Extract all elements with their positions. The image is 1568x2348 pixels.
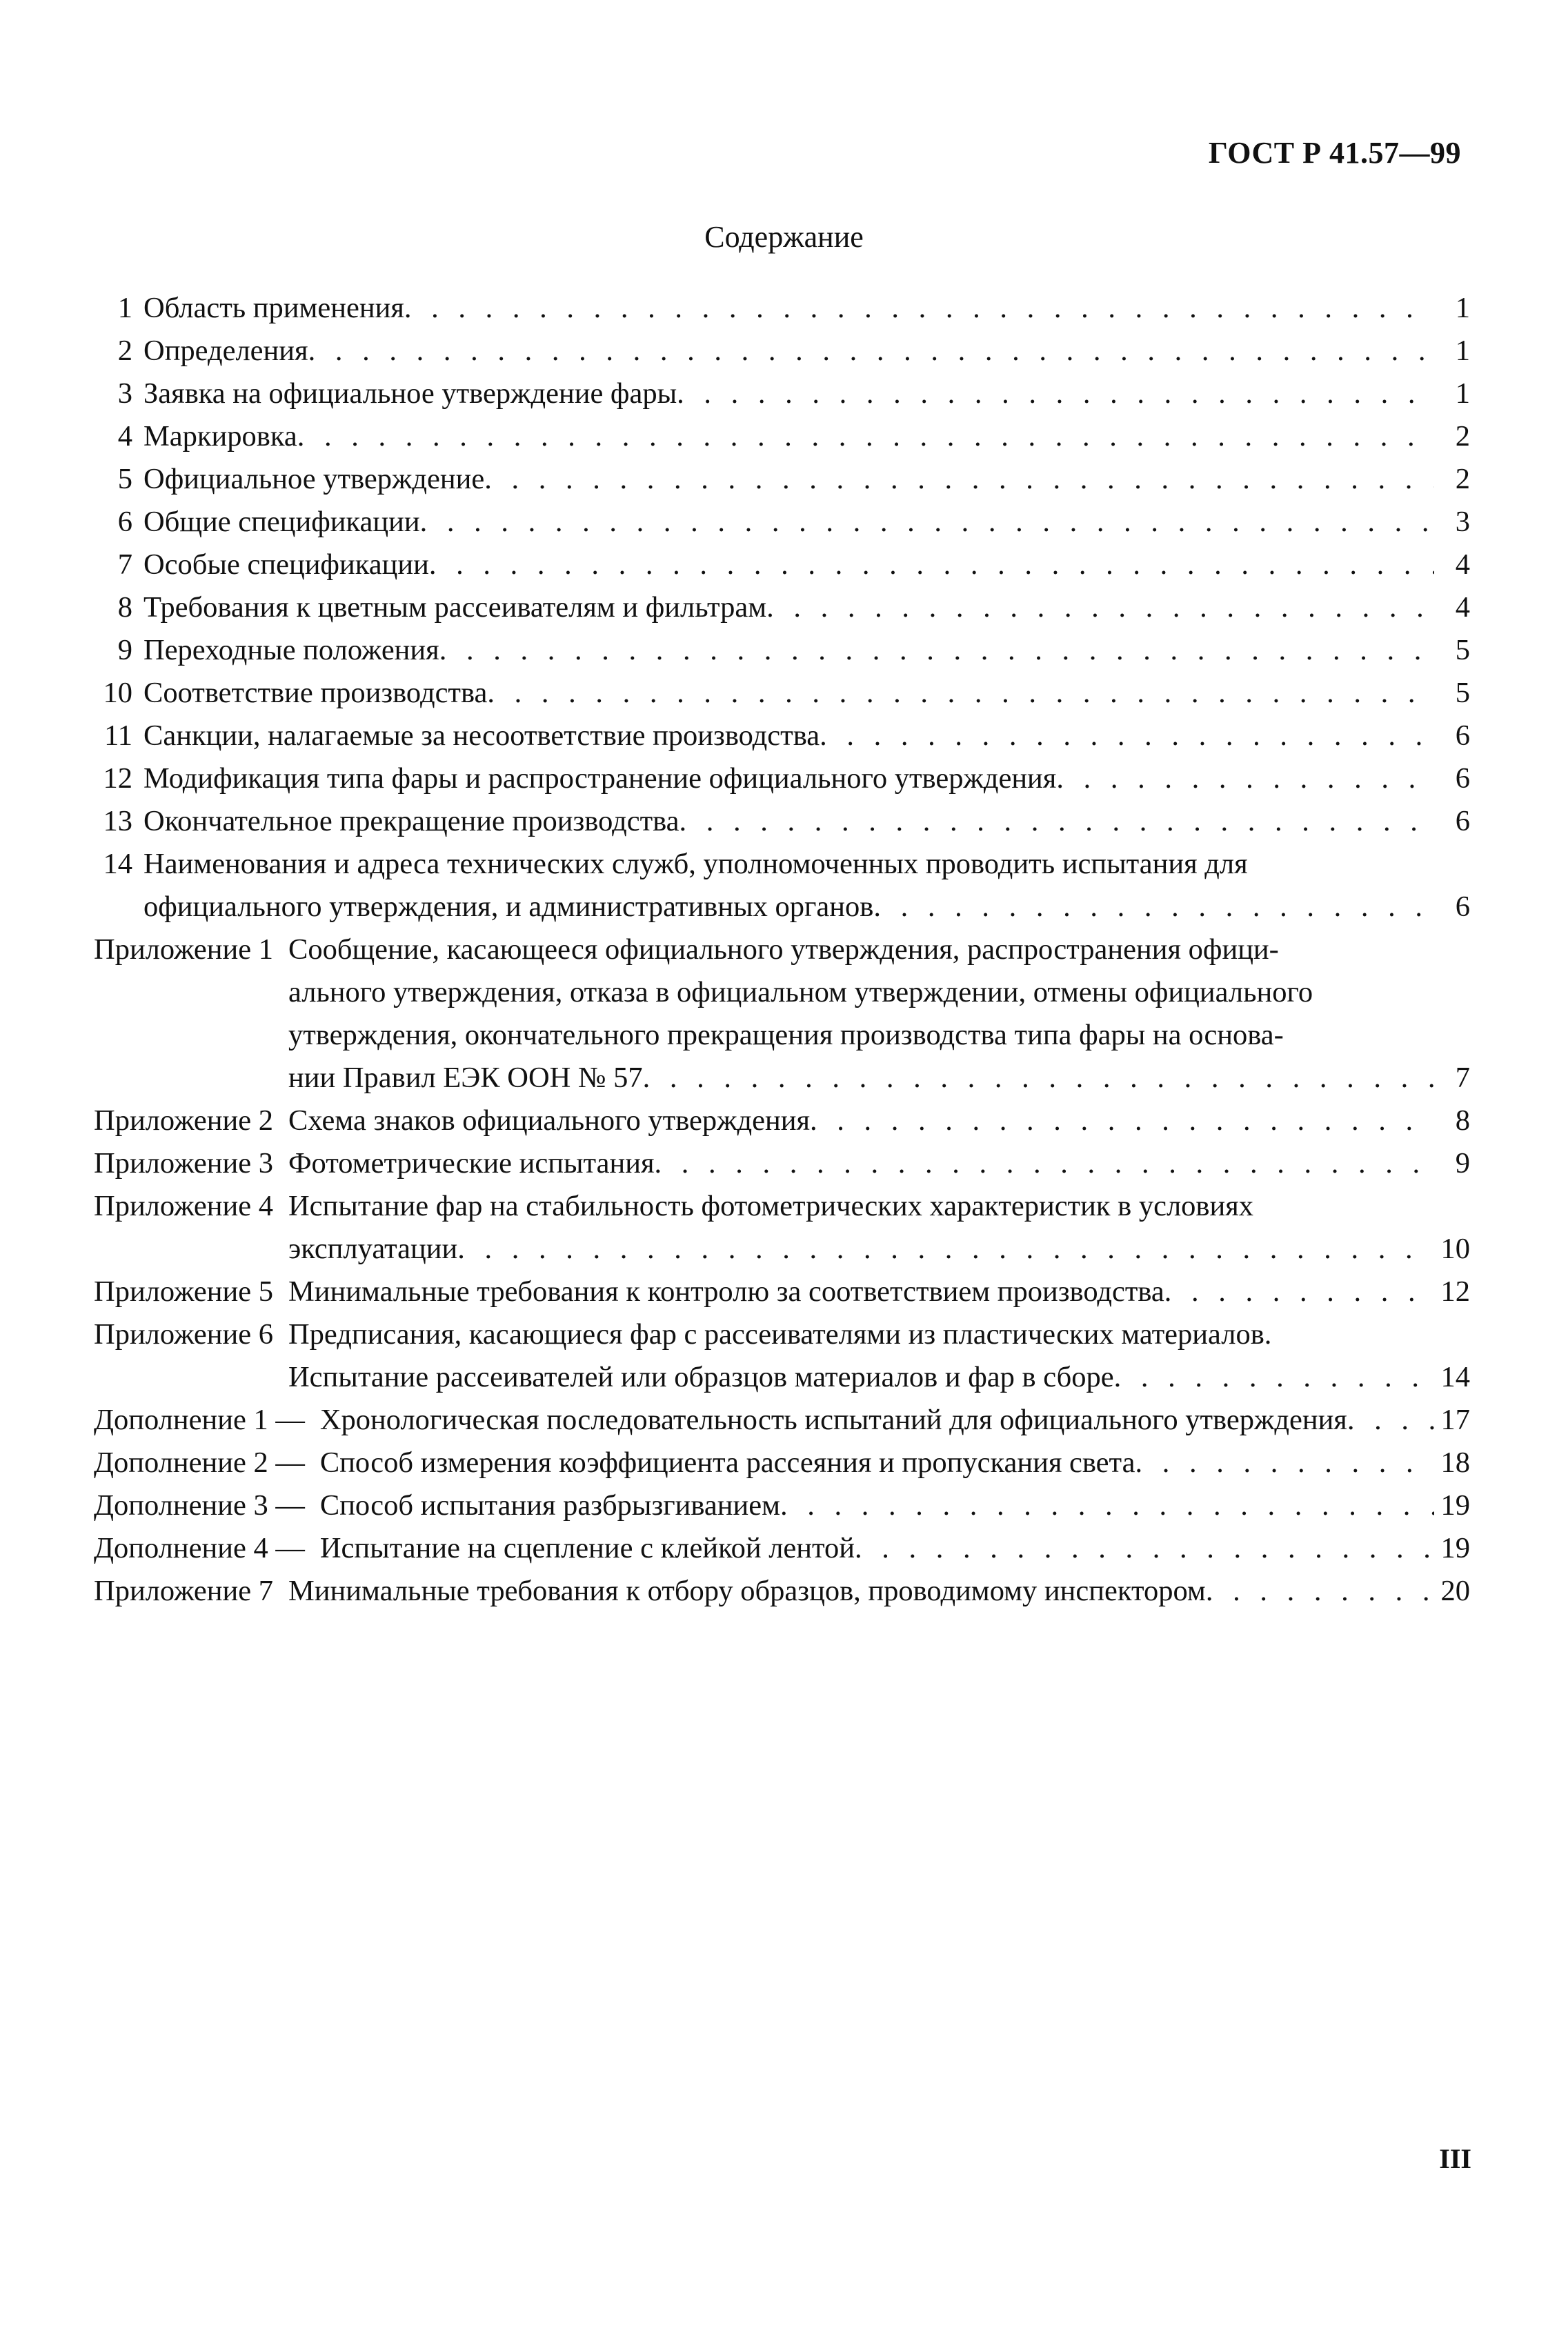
toc-entry-body [143,372,1470,415]
toc-annex-label: Приложение 5 [94,1275,273,1308]
document-code: ГОСТ Р 41.57—99 [1208,136,1461,170]
toc-dot-leader [1347,1399,1434,1442]
toc-entry-line [143,843,1470,886]
toc-entry-line [320,1527,1470,1570]
toc-page-number: 6 [1455,719,1470,752]
toc-annex-row[interactable] [94,1100,1470,1142]
toc-page-number: 4 [1455,548,1470,581]
toc-annex-row[interactable] [94,1570,1470,1613]
toc-page-number: 8 [1455,1104,1470,1137]
toc-entry-title: ального утверждения, отказа в официальном утверждении, отмены официального [288,976,1313,1008]
toc-entry-line [143,757,1470,800]
toc-dot-leader [308,330,1434,372]
toc-entry-title: Общие спецификации [143,506,420,538]
toc-annex-label: Приложение 7 [94,1575,273,1607]
toc-page-number: 3 [1455,506,1470,538]
toc-entry-title: Предписания, касающиеся фар с рассеивателями из пластических материалов. [288,1318,1272,1351]
toc-annex-row[interactable] [94,1142,1470,1185]
toc-page-number: 5 [1455,677,1470,709]
toc-section-row[interactable] [94,843,1470,928]
toc-page-number: 2 [1455,420,1470,452]
toc-annex-label: Дополнение 4 — [94,1532,305,1564]
toc-section-number: 8 [117,591,132,624]
toc-section-row[interactable] [94,586,1470,629]
toc-page-number: 19 [1440,1489,1470,1522]
toc-entry-line [143,330,1470,372]
toc-section-number: 7 [117,548,132,581]
toc-entry-title: Наименования и адреса технических служб, уполномоченных проводить испытания для [143,848,1248,880]
page-number: III [1439,2143,1471,2174]
toc-entry-title: Требования к цветным рассеивателям и фильтрам [143,591,767,624]
toc-entry-body [288,1570,1470,1613]
toc-section-row[interactable] [94,287,1470,330]
toc-page-number: 1 [1455,377,1470,410]
toc-entry-line [288,1313,1470,1356]
toc-entry-line [143,800,1470,843]
toc-entry-body [143,586,1470,629]
toc-entry-title: Минимальные требования к отбору образцов, проводимому инспектором [288,1575,1206,1607]
toc-entry-line [288,1228,1470,1271]
toc-entry-line [143,501,1470,544]
toc-entry-line [143,544,1470,586]
toc-section-number: 5 [117,463,132,495]
toc-entry-body [143,629,1470,672]
toc-section-row[interactable] [94,672,1470,715]
toc-page-number: 20 [1440,1575,1470,1607]
toc-annex-row[interactable] [94,1442,1470,1484]
toc-entry-line [143,415,1470,458]
toc-entry-title: Окончательное прекращение производства [143,805,679,837]
toc-page-number: 10 [1440,1233,1470,1265]
toc-section-number: 6 [117,506,132,538]
toc-dot-leader [404,287,1434,330]
toc-annex-label: Приложение 3 [94,1147,273,1180]
table-of-contents [94,287,1470,1613]
toc-section-number: 11 [104,719,132,752]
toc-section-row[interactable] [94,501,1470,544]
toc-page-number: 19 [1440,1532,1470,1564]
toc-section-number: 2 [117,335,132,367]
toc-entry-body [288,1142,1470,1185]
toc-entry-body [143,800,1470,843]
toc-page-number: 7 [1455,1062,1470,1094]
toc-entry-title: Официальное утверждение [143,463,485,495]
toc-page-number: 5 [1455,634,1470,666]
toc-annex-row[interactable] [94,1185,1470,1271]
toc-section-number: 9 [117,634,132,666]
toc-dot-leader [487,672,1434,715]
toc-entry-title: Определения [143,335,308,367]
toc-dot-leader [766,586,1434,629]
toc-entry-body [288,928,1470,1100]
toc-dot-leader [439,629,1434,672]
toc-entry-body [288,1100,1470,1142]
toc-section-row[interactable] [94,800,1470,843]
toc-annex-row[interactable] [94,1484,1470,1527]
toc-entry-title: Сообщение, касающееся официального утверждения, распространения офици- [288,933,1279,966]
toc-page-number: 2 [1455,463,1470,495]
toc-entry-title: Схема знаков официального утверждения [288,1104,811,1137]
toc-entry-line [143,886,1470,928]
toc-entry-line [288,928,1470,971]
toc-page-number: 6 [1455,762,1470,795]
toc-page-number: 12 [1440,1275,1470,1308]
toc-section-row[interactable] [94,629,1470,672]
toc-entry-title: нии Правил ЕЭК ООН № 57 [288,1062,643,1094]
toc-entry-line [288,1142,1470,1185]
toc-entry-title: Особые спецификации [143,548,429,581]
toc-entry-body [288,1313,1470,1399]
toc-section-number: 14 [103,848,132,880]
toc-annex-label: Приложение 1 [94,933,273,966]
toc-entry-line [143,372,1470,415]
toc-entry-title: Хронологическая последовательность испытаний для официального утверждения [319,1404,1347,1436]
toc-entry-body [143,330,1470,372]
toc-entry-line [288,1271,1470,1313]
toc-entry-body [320,1442,1470,1484]
toc-section-row[interactable] [94,544,1470,586]
toc-entry-body [320,1484,1470,1527]
toc-section-number: 1 [117,292,132,324]
toc-entry-body [143,757,1470,800]
toc-page-number: 17 [1440,1404,1470,1436]
toc-page-number: 18 [1440,1446,1470,1479]
toc-page-number: 4 [1455,591,1470,624]
toc-entry-title: Модификация типа фары и распространение официального утверждения [143,762,1057,795]
toc-annex-row[interactable] [94,1271,1470,1313]
toc-section-number: 10 [103,677,132,709]
toc-dot-leader [855,1527,1434,1570]
toc-entry-title: Испытание фар на стабильность фотометрических характеристик в условиях [288,1190,1254,1222]
toc-entry-body [143,715,1470,757]
toc-entry-title: Соответствие производства [143,677,488,709]
toc-entry-line [143,672,1470,715]
toc-annex-row[interactable] [94,1313,1470,1399]
toc-entry-line [143,586,1470,629]
toc-entry-title: Фотометрические испытания [288,1147,655,1180]
toc-section-row[interactable] [94,757,1470,800]
toc-annex-label: Дополнение 2 — [94,1446,305,1479]
toc-entry-body [143,672,1470,715]
toc-annex-row[interactable] [94,928,1470,1100]
toc-entry-body [288,1185,1470,1271]
toc-entry-body [320,1399,1470,1442]
toc-entry-line [320,1484,1470,1527]
toc-entry-body [143,501,1470,544]
toc-dot-leader [655,1142,1435,1185]
toc-entry-body [320,1527,1470,1570]
toc-page-number: 6 [1455,891,1470,923]
toc-dot-leader [1206,1570,1434,1613]
toc-section-number: 3 [117,377,132,410]
toc-section-number: 4 [117,420,132,452]
toc-entry-line [288,1014,1470,1057]
toc-annex-label: Приложение 2 [94,1104,273,1137]
toc-entry-body [143,415,1470,458]
toc-section-row[interactable] [94,372,1470,415]
toc-entry-title: Область применения [143,292,404,324]
toc-entry-title: Испытание на сцепление с клейкой лентой [319,1532,855,1564]
toc-entry-line [320,1442,1470,1484]
toc-dot-leader [643,1057,1434,1100]
toc-dot-leader [820,715,1434,757]
toc-dot-leader [457,1228,1434,1271]
toc-annex-label: Приложение 6 [94,1318,273,1351]
toc-page-number: 1 [1455,335,1470,367]
toc-section-row[interactable] [94,715,1470,757]
toc-entry-line [143,287,1470,330]
toc-entry-body [143,544,1470,586]
toc-entry-title: Способ испытания разбрызгиванием [319,1489,781,1522]
toc-entry-line [143,458,1470,501]
toc-annex-label: Дополнение 1 — [94,1404,305,1436]
toc-entry-title: Испытание рассеивателей или образцов материалов и фар в сборе [288,1361,1114,1393]
toc-entry-title: эксплуатации [288,1233,458,1265]
toc-section-row[interactable] [94,458,1470,501]
toc-dot-leader [1135,1442,1434,1484]
toc-entry-body [143,287,1470,330]
toc-section-row[interactable] [94,330,1470,372]
toc-entry-title: Санкции, налагаемые за несоответствие производства [143,719,820,752]
toc-annex-label: Приложение 4 [94,1190,273,1222]
toc-dot-leader [679,800,1434,843]
toc-dot-leader [420,501,1434,544]
toc-entry-line [320,1399,1470,1442]
toc-annex-row[interactable] [94,1527,1470,1570]
toc-dot-leader [1114,1356,1434,1399]
toc-annex-label: Дополнение 3 — [94,1489,305,1522]
toc-section-row[interactable] [94,415,1470,458]
toc-entry-title: официального утверждения, и административных органов [143,891,874,923]
toc-entry-body [143,458,1470,501]
toc-entry-body [143,843,1470,928]
toc-entry-title: Минимальные требования к контролю за соответствием производства [288,1275,1164,1308]
toc-entry-title: Заявка на официальное утверждение фары [143,377,677,410]
toc-dot-leader [429,544,1434,586]
toc-entry-line [288,1057,1470,1100]
toc-section-number: 13 [103,805,132,837]
toc-page-number: 1 [1455,292,1470,324]
toc-entry-title: Способ измерения коэффициента рассеяния и пропускания света [319,1446,1135,1479]
toc-entry-title: Маркировка [143,420,297,452]
toc-entry-line [143,715,1470,757]
toc-page-number: 9 [1455,1147,1470,1180]
toc-entry-line [288,1356,1470,1399]
toc-entry-line [288,1185,1470,1228]
toc-annex-row[interactable] [94,1399,1470,1442]
toc-title: Содержание [704,220,864,254]
toc-page-number: 6 [1455,805,1470,837]
toc-entry-body [288,1271,1470,1313]
toc-dot-leader [810,1100,1434,1142]
toc-entry-title: Переходные положения [143,634,439,666]
toc-dot-leader [1056,757,1434,800]
toc-dot-leader [780,1484,1434,1527]
toc-dot-leader [677,372,1434,415]
toc-entry-line [288,1570,1470,1613]
toc-entry-line [288,971,1470,1014]
toc-page-number: 14 [1440,1361,1470,1393]
toc-entry-line [288,1100,1470,1142]
toc-entry-line [143,629,1470,672]
toc-dot-leader [297,415,1434,458]
toc-entry-title: утверждения, окончательного прекращения производства типа фары на основа- [288,1019,1284,1051]
toc-dot-leader [484,458,1434,501]
toc-dot-leader [873,886,1434,928]
toc-dot-leader [1164,1271,1434,1313]
toc-section-number: 12 [103,762,132,795]
